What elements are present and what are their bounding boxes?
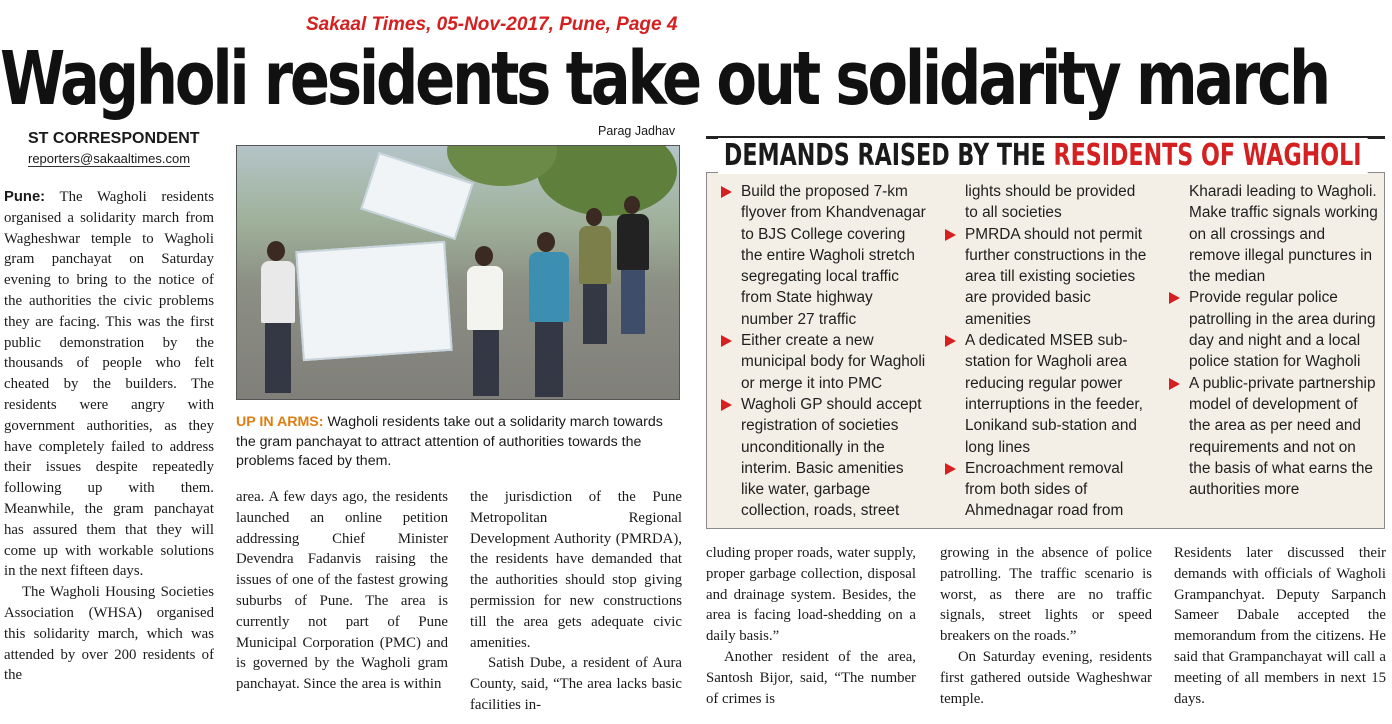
demand-item-continued: Kharadi leading to Wagholi. Make traffic signals working on all crossings and remove illegal punctures in the median (1189, 183, 1378, 286)
article-paragraph: area. A few days ago, the residents launched an online petition addressing Chief Minister Devendra Fadanvis raising the issues of one of the fastest growing suburbs of Pune. The area is currently not part of Pune Municipal Corporation (PMC) and is governed by the Wagholi gram panchayat. Since the area is within (236, 489, 448, 693)
demands-box (706, 172, 1385, 529)
demands-column-1 (715, 181, 927, 526)
article-column-5 (940, 543, 1152, 719)
article-paragraph: Another resident of the area, Santosh Bijor, said, “The number of crimes is (706, 648, 916, 707)
arrow-icon (721, 399, 732, 411)
demand-item: Build the proposed 7-km flyover from Khandvenagar to BJS College covering the entire Wagholi stretch segregating local traffic from State highway number 27 traffic (715, 181, 927, 330)
article-column-6 (1174, 543, 1386, 719)
demands-column-2 (939, 181, 1151, 526)
photo-credit: Parag Jadhav (598, 124, 676, 138)
paragraph-text: The Wagholi residents organised a solidarity march from Wagheshwar temple to Wagholi gram panchayat on Saturday evening to bring to the notice of the authorities the civic problems they are facing. This was the first public demonstration by the thousands of people who felt cheated by the builders. The residents were angry with government authorities, as they have completely failed to address their issues despite repeatedly following up with them. Meanwhile, the gram panchayat has assured them that they will come up with workable solutions in the next fifteen days. (4, 189, 214, 580)
caption-text: Wagholi residents take out a solidarity march towards the gram panchayat to attract attention of authorities towards the problems faced by them. (236, 414, 663, 469)
headline: Wagholi residents take out solidarity march (0, 36, 1329, 122)
article-column-4 (706, 543, 916, 719)
article-paragraph: On Saturday evening, residents first gathered outside Wagheshwar temple. (940, 648, 1152, 707)
article-paragraph: Residents later discussed their demands with officials of Wagholi Grampanchyat. Deputy Sarpanch Sameer Dabale accepted the memorandum from the citizens. He said that Grampanchayat will call a meeting of all members in next 15 days. (1174, 545, 1386, 707)
byline-email: reporters@sakaaltimes.com (28, 151, 191, 166)
photo-caption (236, 413, 686, 472)
arrow-icon (945, 463, 956, 475)
demand-item: Encroachment removal from both sides of Ahmednagar road from (939, 458, 1151, 522)
demands-box-title: DEMANDS RAISED BY THE RESIDENTS OF WAGHOLI (718, 138, 1367, 174)
article-paragraph: Satish Dube, a resident of Aura County, said, “The area lacks basic facilities in- (470, 655, 682, 713)
arrow-icon (945, 229, 956, 241)
dateline: Pune: (4, 189, 46, 205)
article-paragraph (4, 187, 214, 582)
source-line: Sakaal Times, 05-Nov-2017, Pune, Page 4 (306, 14, 678, 35)
demand-item-continued: lights should be provided to all societies (965, 183, 1136, 222)
article-column-2 (236, 487, 448, 717)
march-photo (236, 145, 680, 400)
byline-name: ST CORRESPONDENT (28, 130, 200, 147)
arrow-icon (1169, 292, 1180, 304)
article-column-3 (470, 487, 682, 717)
demand-item: A dedicated MSEB sub-station for Wagholi area reducing regular power interruptions in the feeder, Lonikand sub-station and long lines (939, 330, 1151, 458)
article-paragraph: the jurisdiction of the Pune Metropolitan Regional Development Authority (PMRDA), the residents have demanded that the authorities should stop giving permission for new constructions till the area gets adequate civic amenities. (470, 489, 682, 651)
article-paragraph: growing in the absence of police patrolling. The traffic scenario is worst, as there are no traffic signals, street lights or speed breakers on the roads.” (940, 545, 1152, 645)
arrow-icon (945, 335, 956, 347)
protest-banner (295, 241, 452, 361)
arrow-icon (721, 335, 732, 347)
demand-item: Either create a new municipal body for Wagholi or merge it into PMC (715, 330, 927, 394)
arrow-icon (721, 186, 732, 198)
demand-item: Wagholi GP should accept registration of societies unconditionally in the interim. Basic amenities like water, garbage collection, roads, street (715, 394, 927, 522)
demand-item: PMRDA should not permit further constructions in the area till existing societies are provided basic amenities (939, 224, 1151, 330)
arrow-icon (1169, 378, 1180, 390)
demand-item: A public-private partnership model of development of the area as per need and requirements and not on the basis of what earns the authorities more (1163, 373, 1379, 501)
article-paragraph: The Wagholi Housing Societies Association (WHSA) organised this solidarity march, which was attended by over 200 residents of the (4, 584, 214, 684)
article-paragraph: cluding proper roads, water supply, proper garbage collection, disposal and drainage system. Besides, the area is facing load-shedding on a daily basis.” (706, 545, 916, 645)
demands-column-3 (1163, 181, 1379, 526)
demand-item: Provide regular police patrolling in the area during day and night and a local police station for Wagholi (1163, 287, 1379, 372)
article-column-1 (4, 187, 214, 717)
caption-lead: UP IN ARMS: (236, 414, 324, 430)
